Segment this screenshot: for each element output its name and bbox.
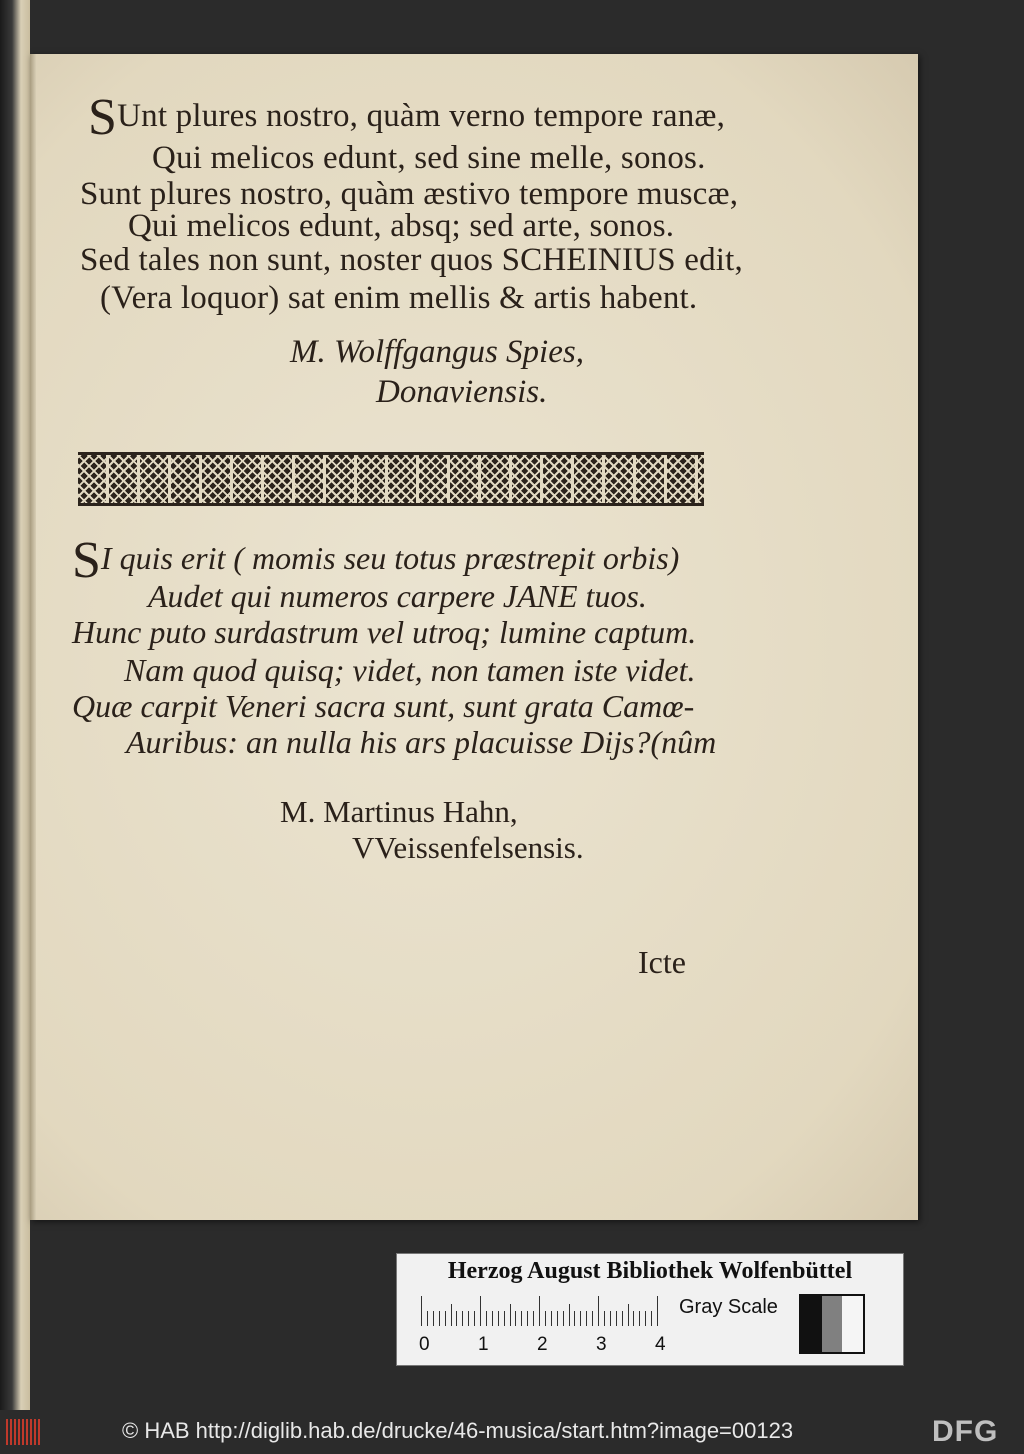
card-title: Herzog August Bibliothek Wolfenbüttel (447, 1258, 853, 1284)
ruler-tick (616, 1311, 617, 1326)
ruler-tick (651, 1311, 652, 1326)
ruler-tick (515, 1311, 516, 1326)
footer-bar (0, 1410, 1024, 1454)
ruler-tick (551, 1311, 552, 1326)
ruler-tick (604, 1311, 605, 1326)
poem-1-line-2: Qui melicos edunt, sed sine melle, sonos. (152, 140, 706, 176)
poem-1-line-1: SUnt plures nostro, quàm verno tempore ranæ, (88, 89, 726, 146)
poem-2-line-6: Auribus: an nulla his ars placuisse Dijs?(nûm (126, 724, 717, 760)
ruler-number: 1 (478, 1334, 489, 1355)
gray-swatches (799, 1294, 865, 1354)
ruler-tick (527, 1311, 528, 1326)
poem-2-line-2: Audet qui numeros carpere JANE tuos. (148, 578, 647, 614)
poem-2-dropcap: S (72, 532, 101, 589)
poem-2-line-3: Hunc puto surdastrum vel utroq; lumine captum. (72, 614, 697, 650)
ruler-tick (480, 1296, 481, 1326)
ruler-tick (433, 1311, 434, 1326)
poem-1-line-6: (Vera loquor) sat enim mellis & artis habent. (100, 280, 698, 316)
poem-1-dropcap: S (88, 89, 118, 146)
ruler-tick (451, 1304, 452, 1326)
dfg-logo: DFG (932, 1415, 999, 1448)
ruler-tick (456, 1311, 457, 1326)
ruler-tick (486, 1311, 487, 1326)
swatch-white (842, 1296, 863, 1352)
ruler-tick (462, 1311, 463, 1326)
ruler-tick (569, 1304, 570, 1326)
ruler-number: 4 (655, 1334, 666, 1355)
ruler-tick (563, 1311, 564, 1326)
copyright-url[interactable]: © HAB http://diglib.hab.de/drucke/46-musica/start.htm?image=00123 (122, 1418, 794, 1443)
ruler-tick (622, 1311, 623, 1326)
ruler-tick (427, 1311, 428, 1326)
ruler-tick (474, 1311, 475, 1326)
catchword: Icte (638, 944, 686, 980)
ruler-scale (421, 1296, 663, 1326)
ruler-tick (492, 1311, 493, 1326)
poem-1-line-4: Qui melicos edunt, absq; sed arte, sonos. (128, 208, 675, 244)
ruler-tick (645, 1311, 646, 1326)
page-gutter (30, 54, 36, 1220)
ruler-tick (533, 1311, 534, 1326)
poem-1-line-3: Sunt plures nostro, quàm æstivo tempore muscæ, (80, 176, 739, 212)
ruler-tick (539, 1296, 540, 1326)
poem-2-line-5: Quæ carpit Veneri sacra sunt, sunt grata Camœ- (72, 688, 695, 724)
swatch-black (801, 1296, 822, 1352)
ruler-tick (557, 1311, 558, 1326)
poem-2-author: M. Martinus Hahn, (280, 794, 518, 829)
ruler-number: 2 (537, 1334, 548, 1355)
ruler-tick (574, 1311, 575, 1326)
ruler-tick (592, 1311, 593, 1326)
ruler-tick (468, 1311, 469, 1326)
poem-2-line-1: SI quis erit ( momis seu totus præstrepit orbis) (72, 532, 680, 589)
poem-1-origin: Donaviensis. (376, 374, 548, 410)
ruler-tick (510, 1304, 511, 1326)
ruler-tick (639, 1311, 640, 1326)
poem-2-origin: VVeissenfelsensis. (352, 830, 584, 865)
ruler-tick (498, 1311, 499, 1326)
hab-barcode-icon (6, 1419, 42, 1445)
ruler-tick (633, 1311, 634, 1326)
poem-1-line-5: Sed tales non sunt, noster quos SCHEINIUS edit, (80, 242, 743, 278)
poem-1-author: M. Wolffgangus Spies, (290, 334, 584, 370)
gray-scale-card (396, 1253, 904, 1366)
ruler-tick (521, 1311, 522, 1326)
ruler-tick (504, 1311, 505, 1326)
ruler-tick (439, 1311, 440, 1326)
ruler-tick (445, 1311, 446, 1326)
ornamental-divider (78, 452, 704, 506)
gray-scale-label: Gray Scale (679, 1296, 778, 1318)
poem-2-line-4: Nam quod quisq; videt, non tamen iste videt. (124, 652, 696, 688)
ruler-tick (545, 1311, 546, 1326)
ruler-number: 3 (596, 1334, 607, 1355)
ruler-tick (610, 1311, 611, 1326)
ruler-tick (421, 1296, 422, 1326)
ruler-number: 0 (419, 1334, 430, 1355)
ruler-tick (586, 1311, 587, 1326)
ruler-tick (628, 1304, 629, 1326)
book-binding-edge (0, 0, 30, 1410)
ruler-tick (657, 1296, 658, 1326)
ruler-tick (580, 1311, 581, 1326)
swatch-gray (822, 1296, 843, 1352)
ruler-tick (598, 1296, 599, 1326)
